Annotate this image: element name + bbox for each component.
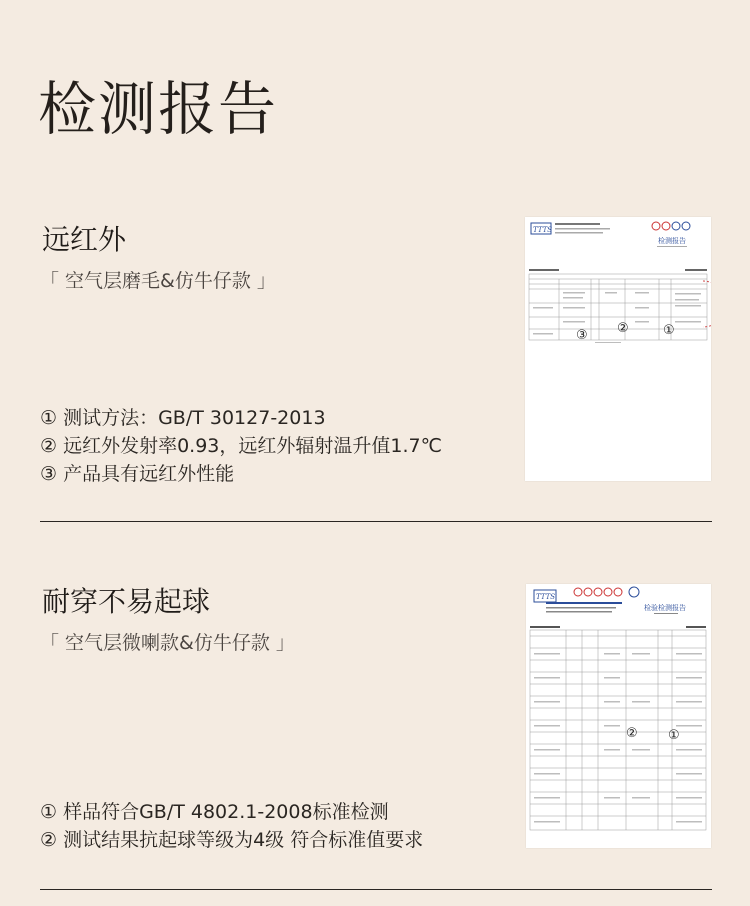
section-divider bbox=[40, 889, 712, 890]
report-logo-text: TTTS bbox=[533, 226, 553, 234]
marker-3: ③ bbox=[576, 328, 588, 343]
test-report-image bbox=[525, 217, 711, 481]
note-item: ① 测试方法：GB/T 30127-2013 bbox=[40, 407, 326, 429]
report-logo-text: TTTS bbox=[536, 593, 556, 601]
section-subtitle: 「 空气层磨毛&仿牛仔款 」 bbox=[40, 270, 276, 292]
test-notes bbox=[40, 404, 442, 488]
note-item: ③ 产品具有远红外性能 bbox=[40, 463, 235, 485]
note-item: ② 测试结果抗起球等级为4级 符合标准值要求 bbox=[40, 829, 424, 851]
section-subtitle: 「 空气层微喇款&仿牛仔款 」 bbox=[40, 632, 295, 654]
test-notes bbox=[40, 798, 423, 854]
note-item: ① 样品符合GB/T 4802.1-2008标准检测 bbox=[40, 801, 389, 823]
section-far-infrared bbox=[40, 200, 712, 522]
marker-1: ① bbox=[663, 323, 675, 338]
report-heading: 检测报告 bbox=[658, 237, 686, 245]
marker-1: ① bbox=[668, 728, 680, 743]
marker-2: ② bbox=[617, 321, 629, 336]
report-heading: 检验检测报告 bbox=[644, 604, 686, 612]
section-title: 耐穿不易起球 bbox=[42, 585, 211, 618]
page-title: 检测报告 bbox=[38, 75, 279, 143]
section-title: 远红外 bbox=[42, 223, 127, 256]
test-report-image bbox=[526, 584, 711, 848]
marker-2: ② bbox=[626, 726, 638, 741]
section-anti-pilling bbox=[40, 562, 712, 890]
section-divider bbox=[40, 521, 712, 522]
note-item: ② 远红外发射率0.93，远红外辐射温升值1.7℃ bbox=[40, 435, 442, 457]
